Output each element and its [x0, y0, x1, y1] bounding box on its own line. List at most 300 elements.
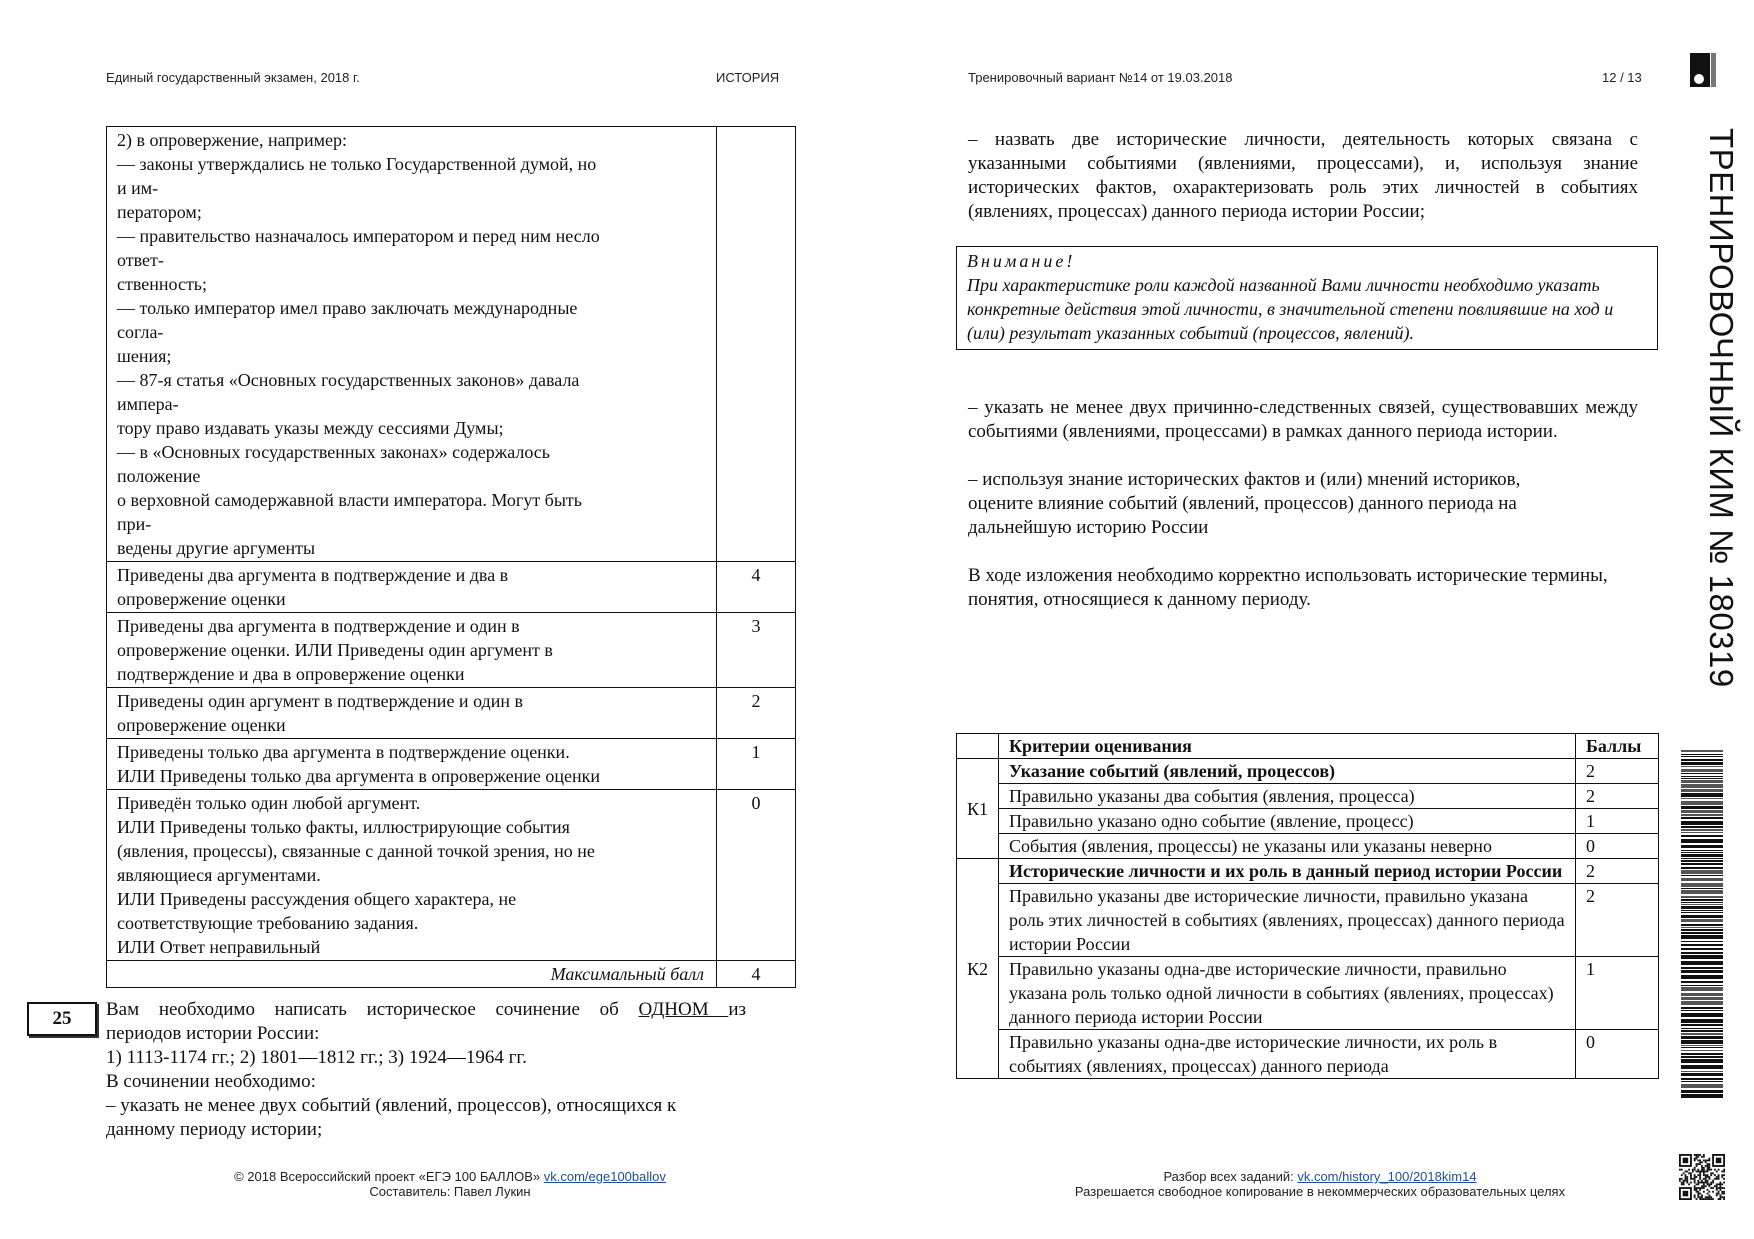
barcode-stripe: [1681, 1081, 1723, 1082]
qr-module: [1696, 1171, 1698, 1173]
qr-module: [1714, 1178, 1716, 1180]
barcode-stripe: [1681, 850, 1723, 851]
intro-line: — 87-я статья «Основных государственных законов» давала: [117, 370, 580, 390]
qr-module: [1718, 1183, 1720, 1185]
qr-module: [1705, 1196, 1707, 1198]
qr-module: [1685, 1176, 1687, 1178]
qr-module: [1690, 1176, 1692, 1178]
barcode-stripe: [1681, 1036, 1723, 1039]
barcode-stripe: [1681, 875, 1723, 876]
barcode-stripe: [1681, 981, 1723, 983]
qr-module: [1707, 1193, 1709, 1195]
barcode-stripe: [1681, 1024, 1723, 1026]
qr-module: [1719, 1187, 1721, 1189]
qr-module: [1705, 1174, 1707, 1176]
qr-module: [1707, 1163, 1709, 1165]
qr-module: [1697, 1196, 1699, 1198]
task-lines: [106, 1022, 746, 1142]
qr-module: [1718, 1174, 1720, 1176]
qr-module: [1719, 1189, 1721, 1191]
intro-line: — только император имел право заключать международные: [117, 298, 578, 318]
criterion-line: Приведены два аргумента в подтверждение и два в: [117, 565, 509, 585]
qr-module: [1688, 1169, 1690, 1171]
qr-module: [1718, 1193, 1720, 1195]
qr-module: [1703, 1171, 1705, 1173]
intro-line: тору право издавать указы между сессиями Думы;: [117, 418, 504, 438]
qr-module: [1692, 1169, 1694, 1171]
barcode-stripe: [1681, 1033, 1723, 1035]
qr-module: [1707, 1182, 1709, 1184]
criterion-points: 1: [1576, 957, 1659, 1030]
criterion-points: 2: [1576, 859, 1659, 884]
barcode-stripe: [1681, 993, 1723, 996]
barcode-stripe: [1681, 955, 1723, 959]
header-subject: ИСТОРИЯ: [716, 70, 780, 85]
criteria-code-header: [957, 734, 999, 759]
task-intro-line: [106, 998, 746, 1022]
qr-module: [1694, 1160, 1696, 1162]
barcode-stripe: [1681, 924, 1723, 926]
qr-module: [1701, 1196, 1703, 1198]
qr-module: [1694, 1185, 1696, 1187]
qr-module: [1701, 1180, 1703, 1182]
qr-module: [1699, 1178, 1701, 1180]
qr-module: [1699, 1171, 1701, 1173]
barcode-stripe: [1681, 1028, 1723, 1029]
qr-module: [1705, 1161, 1707, 1163]
qr-module: [1697, 1174, 1699, 1176]
barcode-stripe: [1681, 806, 1723, 809]
criterion-description: Правильно указаны два события (явления, процесса): [999, 784, 1576, 809]
barcode-stripe: [1681, 997, 1723, 1000]
qr-module: [1708, 1165, 1710, 1167]
criterion-description: Правильно указано одно событие (явление, процесс): [999, 809, 1576, 834]
barcode-stripe: [1681, 967, 1723, 969]
qr-module: [1712, 1182, 1714, 1184]
qr-module: [1701, 1171, 1703, 1173]
qr-module: [1712, 1191, 1714, 1193]
barcode-stripe: [1681, 762, 1723, 765]
barcode-stripe: [1681, 896, 1723, 898]
qr-module: [1681, 1178, 1683, 1180]
intro-line: ственность;: [117, 274, 208, 294]
qr-module: [1694, 1182, 1696, 1184]
qr-module: [1719, 1194, 1721, 1196]
table-row-intro: [107, 127, 796, 562]
footer-left: [160, 1169, 740, 1199]
criterion-line: Приведены только два аргумента в подтверждение оценки.: [117, 742, 570, 762]
task-line: данному периоду истории;: [106, 1119, 323, 1140]
qr-module: [1718, 1187, 1720, 1189]
intro-line: — правительство назначалось императором и перед ним несло: [117, 226, 600, 246]
criterion-cell: [107, 562, 717, 613]
criteria-header: Критерии оценивания: [999, 734, 1576, 759]
criteria-row: [957, 784, 1659, 809]
task-intro-underlined: ОДНОМ: [638, 999, 729, 1020]
qr-module: [1707, 1165, 1709, 1167]
qr-module: [1694, 1180, 1696, 1182]
qr-module: [1707, 1196, 1709, 1198]
qr-module: [1705, 1182, 1707, 1184]
qr-module: [1708, 1178, 1710, 1180]
table-row: [107, 790, 796, 961]
table-row: [107, 562, 796, 613]
barcode-stripe: [1681, 1094, 1723, 1098]
qr-code-icon: [1679, 1154, 1725, 1200]
task-number-badge: 25: [27, 1002, 97, 1036]
qr-module: [1718, 1198, 1720, 1200]
barcode-stripe: [1681, 1045, 1723, 1046]
barcode-stripe: [1681, 904, 1723, 905]
barcode-stripe: [1681, 773, 1723, 774]
qr-module: [1679, 1180, 1681, 1182]
points-header: Баллы: [1576, 734, 1659, 759]
intro-line: — законы утверждались не только Государственной думой, но: [117, 154, 597, 174]
qr-module: [1694, 1158, 1696, 1160]
footer-copy-note: Разрешается свободное копирование в некоммерческих образовательных целях: [1074, 1184, 1566, 1199]
qr-module: [1696, 1191, 1698, 1193]
score-cell: 3: [717, 613, 796, 688]
criterion-code: К1: [957, 759, 999, 859]
qr-module: [1697, 1163, 1699, 1165]
qr-module: [1708, 1158, 1710, 1160]
barcode-stripe: [1681, 970, 1723, 973]
qr-module: [1705, 1178, 1707, 1180]
qr-module: [1683, 1172, 1685, 1174]
barcode-stripe: [1681, 769, 1723, 772]
intro-line: 2) в опровержение, например:: [117, 130, 347, 150]
qr-module: [1694, 1187, 1696, 1189]
qr-module: [1681, 1169, 1683, 1171]
qr-module: [1708, 1191, 1710, 1193]
qr-module: [1708, 1194, 1710, 1196]
qr-module: [1690, 1182, 1692, 1184]
qr-module: [1721, 1176, 1723, 1178]
task-line: периодов истории России:: [106, 1023, 320, 1044]
barcode-stripe: [1681, 1001, 1723, 1005]
qr-module: [1705, 1171, 1707, 1173]
criteria-header-row: [957, 734, 1659, 759]
qr-module: [1708, 1169, 1710, 1171]
barcode-stripe: [1681, 776, 1723, 777]
qr-finder: [1683, 1158, 1689, 1164]
qr-module: [1710, 1172, 1712, 1174]
qr-module: [1716, 1193, 1718, 1195]
barcode-stripe: [1681, 948, 1723, 950]
qr-module: [1707, 1198, 1709, 1200]
qr-module: [1690, 1178, 1692, 1180]
qr-module: [1681, 1174, 1683, 1176]
qr-module: [1707, 1169, 1709, 1171]
qr-module: [1696, 1189, 1698, 1191]
qr-module: [1705, 1198, 1707, 1200]
score-cell: 2: [717, 688, 796, 739]
qr-module: [1697, 1193, 1699, 1195]
intro-line: ответ-: [117, 250, 164, 270]
barcode-stripe: [1681, 821, 1723, 825]
barcode-stripe: [1681, 944, 1723, 946]
qr-module: [1708, 1176, 1710, 1178]
qr-module: [1719, 1182, 1721, 1184]
criterion-description: Правильно указаны одна-две исторические личности, правильно указана роль только одной личности в событиях (явлениях, процессах) данного периода истории России: [999, 957, 1576, 1030]
qr-module: [1719, 1196, 1721, 1198]
barcode-stripe: [1681, 961, 1723, 965]
intro-line: импера-: [117, 394, 179, 414]
qr-module: [1705, 1176, 1707, 1178]
qr-module: [1696, 1183, 1698, 1185]
barcode-stripe: [1681, 1071, 1723, 1072]
barcode-stripe: [1681, 902, 1723, 903]
qr-module: [1703, 1172, 1705, 1174]
qr-module: [1699, 1187, 1701, 1189]
qr-module: [1708, 1163, 1710, 1165]
qr-module: [1707, 1183, 1709, 1185]
score-cell: 1: [717, 739, 796, 790]
qr-module: [1710, 1182, 1712, 1184]
criterion-points: 0: [1576, 834, 1659, 859]
barcode-stripe: [1681, 798, 1723, 799]
qr-module: [1708, 1198, 1710, 1200]
qr-module: [1699, 1193, 1701, 1195]
barcode-stripe: [1681, 778, 1723, 779]
qr-module: [1707, 1189, 1709, 1191]
barcode-stripe: [1681, 1050, 1723, 1051]
qr-module: [1708, 1185, 1710, 1187]
criteria-row: [957, 884, 1659, 957]
qr-module: [1710, 1187, 1712, 1189]
qr-module: [1686, 1171, 1688, 1173]
max-score-value: 4: [717, 961, 796, 988]
footer-analysis-label: Разбор всех заданий:: [1163, 1169, 1298, 1184]
intro-line: — в «Основных государственных законах» содержалось: [117, 442, 550, 462]
qr-module: [1723, 1187, 1725, 1189]
qr-module: [1697, 1183, 1699, 1185]
qr-module: [1719, 1185, 1721, 1187]
criterion-cell: [107, 688, 717, 739]
criteria-row: [957, 809, 1659, 834]
barcode-stripe: [1681, 766, 1723, 767]
criterion-description: Правильно указаны одна-две исторические личности, их роль в событиях (явлениях, процессах) данного периода: [999, 1030, 1576, 1079]
barcode-stripe: [1681, 899, 1723, 901]
barcode-stripe: [1681, 810, 1723, 813]
side-kim-title: ТРЕНИРОВОЧНЫЙ КИМ № 180319: [1703, 128, 1740, 688]
footer-analysis-link[interactable]: vk.com/history_100/2018kim14: [1297, 1169, 1477, 1184]
task-25-text: [106, 998, 746, 1142]
qr-module: [1723, 1198, 1725, 1200]
qr-module: [1701, 1167, 1703, 1169]
qr-module: [1697, 1194, 1699, 1196]
essay-requirement-evaluation: – используя знание исторических фактов и (или) мнений историков, оцените влияние событий (явлений, процессов) данного периода на дальнейшую историю России: [968, 469, 1521, 538]
qr-module: [1697, 1160, 1699, 1162]
qr-module: [1699, 1182, 1701, 1184]
qr-module: [1716, 1187, 1718, 1189]
qr-module: [1708, 1183, 1710, 1185]
criterion-line: (явления, процессы), связанные с данной точкой зрения, но не: [117, 841, 595, 861]
task-intro-before: Вам необходимо написать историческое сочинение об: [106, 999, 639, 1020]
qr-module: [1716, 1176, 1718, 1178]
barcode-stripe: [1681, 932, 1723, 934]
barcode-stripe: [1681, 952, 1723, 954]
qr-module: [1683, 1182, 1685, 1184]
qr-module: [1707, 1160, 1709, 1162]
footer-project-link[interactable]: vk.com/ege100ballov: [543, 1169, 666, 1184]
qr-module: [1707, 1171, 1709, 1173]
barcode-stripe: [1681, 878, 1723, 881]
task-line: 1) 1113-1174 гг.; 2) 1801—1812 гг.; 3) 1924—1964 гг.: [106, 1047, 527, 1068]
criterion-points: 2: [1576, 884, 1659, 957]
qr-module: [1707, 1174, 1709, 1176]
qr-module: [1696, 1154, 1698, 1156]
intro-line: положение: [117, 466, 201, 486]
barcode-stripe: [1681, 1065, 1723, 1069]
qr-module: [1718, 1191, 1720, 1193]
qr-module: [1683, 1183, 1685, 1185]
barcode-stripe: [1681, 867, 1723, 869]
criterion-code: К2: [957, 859, 999, 1079]
barcode-stripe: [1681, 906, 1723, 909]
criterion-line: подтверждение и два в опровержение оценки: [117, 664, 465, 684]
qr-module: [1699, 1154, 1701, 1156]
qr-module: [1721, 1196, 1723, 1198]
qr-module: [1716, 1183, 1718, 1185]
intro-line: о верховной самодержавной власти императора. Могут быть: [117, 490, 583, 510]
qr-module: [1701, 1194, 1703, 1196]
qr-module: [1705, 1185, 1707, 1187]
barcode-stripe: [1681, 941, 1723, 942]
criterion-cell: [107, 613, 717, 688]
score-cell: 4: [717, 562, 796, 613]
qr-module: [1703, 1156, 1705, 1158]
qr-module: [1721, 1171, 1723, 1173]
criterion-line: Приведены два аргумента в подтверждение и один в: [117, 616, 520, 636]
answer-criteria-table: [106, 126, 796, 988]
footer-author: Составитель: Павел Лукин: [369, 1184, 531, 1199]
qr-module: [1694, 1178, 1696, 1180]
barcode-stripe: [1681, 854, 1723, 857]
criterion-line: ИЛИ Приведены только факты, иллюстрирующие события: [117, 817, 570, 837]
qr-module: [1723, 1191, 1725, 1193]
qr-module: [1696, 1165, 1698, 1167]
barcode-stripe: [1681, 883, 1723, 887]
qr-finder: [1716, 1158, 1722, 1164]
intro-line: шения;: [117, 346, 172, 366]
qr-module: [1707, 1180, 1709, 1182]
side-title-container: [1700, 128, 1740, 728]
qr-module: [1705, 1180, 1707, 1182]
table-row: [107, 613, 796, 688]
intro-line: ведены другие аргументы: [117, 538, 316, 558]
qr-module: [1716, 1178, 1718, 1180]
qr-finder: [1683, 1191, 1689, 1197]
table-row: [107, 739, 796, 790]
criterion-line: являющиеся аргументами.: [117, 865, 321, 885]
qr-module: [1716, 1189, 1718, 1191]
qr-module: [1694, 1167, 1696, 1169]
attention-title: Внимание!: [967, 251, 1076, 271]
qr-module: [1686, 1182, 1688, 1184]
qr-module: [1679, 1169, 1681, 1171]
task-line: В сочинении необходимо:: [106, 1071, 316, 1092]
barcode-stripe: [1681, 845, 1723, 848]
barcode-stripe: [1681, 1059, 1723, 1063]
barcode-stripe: [1681, 1078, 1723, 1080]
barcode-stripe: [1681, 860, 1723, 862]
criterion-line: опровержение оценки: [117, 589, 286, 609]
criteria-row: [957, 834, 1659, 859]
ege-logo-icon: [1690, 53, 1718, 87]
barcode-stripe: [1681, 975, 1723, 979]
barcode-stripe: [1681, 927, 1723, 928]
qr-module: [1703, 1169, 1705, 1171]
qr-module: [1701, 1187, 1703, 1189]
qr-module: [1703, 1182, 1705, 1184]
qr-module: [1697, 1169, 1699, 1171]
qr-module: [1699, 1174, 1701, 1176]
barcode-stripe: [1681, 814, 1723, 816]
barcode-stripe: [1681, 801, 1723, 805]
qr-module: [1703, 1185, 1705, 1187]
header-page-number: 12 / 13: [1602, 70, 1642, 85]
qr-module: [1719, 1183, 1721, 1185]
criterion-line: ИЛИ Приведены рассуждения общего характера, не: [117, 889, 517, 909]
qr-module: [1703, 1154, 1705, 1156]
qr-module: [1685, 1174, 1687, 1176]
barcode-stripe: [1681, 826, 1723, 828]
qr-module: [1694, 1176, 1696, 1178]
header-exam-title: Единый государственный экзамен, 2018 г.: [106, 70, 360, 85]
barcode-stripe: [1681, 1013, 1723, 1017]
barcode-stripe: [1681, 835, 1723, 837]
qr-module: [1721, 1187, 1723, 1189]
criteria-row: [957, 759, 1659, 784]
criterion-points: 2: [1576, 759, 1659, 784]
qr-module: [1694, 1194, 1696, 1196]
qr-module: [1708, 1160, 1710, 1162]
qr-module: [1690, 1174, 1692, 1176]
qr-module: [1690, 1172, 1692, 1174]
qr-module: [1699, 1160, 1701, 1162]
criterion-heading: Исторические личности и их роль в данный период истории России: [999, 859, 1576, 884]
qr-module: [1699, 1189, 1701, 1191]
qr-module: [1716, 1194, 1718, 1196]
barcode-stripe: [1681, 829, 1723, 831]
intro-line: согла-: [117, 322, 164, 342]
essay-requirement-causal-links: – указать не менее двух причинно-следственных связей, существовавших между событиями (явлениями, процессами) в рамках данного периода истории.: [968, 397, 1638, 442]
qr-module: [1699, 1176, 1701, 1178]
qr-module: [1685, 1178, 1687, 1180]
qr-module: [1723, 1169, 1725, 1171]
qr-module: [1707, 1167, 1709, 1169]
barcode-stripe: [1681, 935, 1723, 939]
qr-module: [1714, 1185, 1716, 1187]
barcode-icon: [1681, 750, 1723, 1100]
qr-module: [1701, 1182, 1703, 1184]
qr-module: [1686, 1176, 1688, 1178]
qr-module: [1721, 1174, 1723, 1176]
criterion-points: 0: [1576, 1030, 1659, 1079]
barcode-stripe: [1681, 789, 1723, 792]
barcode-stripe: [1681, 1019, 1723, 1023]
qr-module: [1697, 1187, 1699, 1189]
qr-module: [1699, 1196, 1701, 1198]
barcode-stripe: [1681, 1040, 1723, 1044]
qr-module: [1696, 1158, 1698, 1160]
qr-module: [1710, 1174, 1712, 1176]
qr-module: [1703, 1160, 1705, 1162]
qr-module: [1696, 1156, 1698, 1158]
criterion-description: Правильно указаны две исторические личности, правильно указана роль этих личностей в событиях (явлениях, процессах) данного периода истории России: [999, 884, 1576, 957]
attention-text: При характеристике роли каждой названной Вами личности необходимо указать конкретные действия этой личности, в значительной степени повлиявшие на ход и (или) результат указанных событий (процессов, явлений).: [967, 275, 1614, 343]
